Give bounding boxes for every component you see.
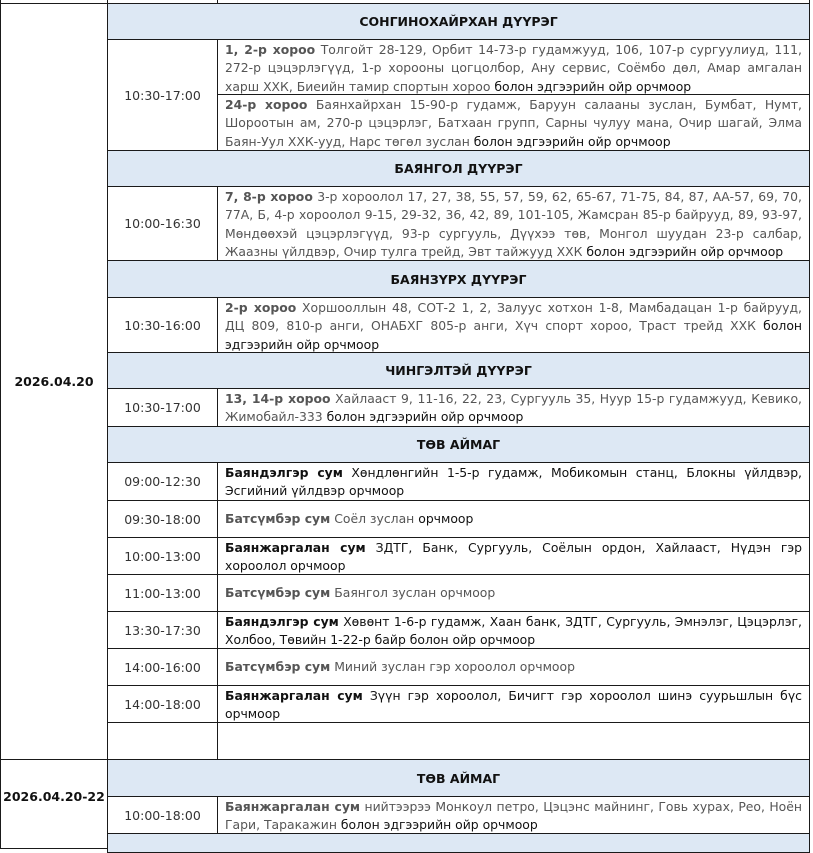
area-description — [217, 537, 810, 575]
time-cell: 10:30-17:00 — [107, 39, 218, 151]
khoroo-name: 24-р хороо — [225, 97, 308, 112]
area-text: Баянгол зуслан орчмоор — [330, 585, 496, 600]
time-cell: 13:30-17:30 — [107, 611, 218, 649]
area-text: Толгойт 28-129, Орбит 14-73-р гудамжууд, 106, 107-р сургуулиуд, 111, 272-р цэцэрлэгүүд, 1-р хорооны цогцолбор, Ану сервис, Соёмбо дөл, Амар амгалан харш ХХК, Биеийн тамир спортын хороо — [225, 42, 802, 94]
sum-name: Баянжаргалан сум — [225, 688, 363, 703]
area-text: Хөвөнт 1-6-р гудамж, Хаан банк, ЗДТГ, Сургууль, Эмнэлэг, Цэцэрлэг, Холбоо, Төвийн 1-22-р байр болон ойр орчмоор — [225, 614, 802, 648]
time-cell: 10:00-16:30 — [107, 186, 218, 261]
time-cell: 09:00-12:30 — [107, 462, 218, 501]
area-description — [217, 388, 810, 427]
province-header: ТӨВ АЙМАГ — [107, 426, 810, 463]
area-description — [217, 462, 810, 501]
area-tail: болон эдгээрийн ойр орчмоор — [494, 78, 692, 94]
empty-desc-cell — [217, 722, 810, 760]
area-text: Соёл зуслан — [330, 511, 419, 526]
time-cell: 10:00-18:00 — [107, 796, 218, 834]
time-cell: 10:30-16:00 — [107, 297, 218, 353]
area-tail: болон эдгээрийн ойр орчмоор — [586, 244, 784, 260]
date-cell: 2026.04.20-22 — [0, 759, 108, 849]
area-description — [217, 500, 810, 538]
area-description — [217, 39, 810, 95]
area-tail: болон эдгээрийн ойр орчмоор — [473, 133, 671, 149]
time-cell: 10:30-17:00 — [107, 388, 218, 427]
area-tail: болон эдгээрийн ойр орчмоор — [326, 409, 524, 425]
date-cell: 2026.04.20 — [0, 3, 108, 760]
sum-name: Батсүмбэр сум — [225, 585, 331, 600]
area-description — [217, 94, 810, 151]
time-cell: 10:00-13:00 — [107, 537, 218, 575]
next-header-partial — [107, 833, 810, 853]
sum-name: Батсүмбэр сум — [225, 511, 331, 526]
time-cell: 14:00-18:00 — [107, 685, 218, 723]
area-tail: болон эдгээрийн ойр орчмоор — [340, 817, 538, 833]
khoroo-name: 2-р хороо — [225, 300, 297, 315]
empty-time-cell — [107, 722, 218, 760]
khoroo-name: 7, 8-р хороо — [225, 189, 313, 204]
province-header: ТӨВ АЙМАГ — [107, 759, 810, 797]
khoroo-name: 13, 14-р хороо — [225, 391, 331, 406]
sum-name: Баяндэлгэр сум — [225, 614, 339, 629]
area-text: 3-р хороолол 17, 27, 38, 55, 57, 59, 62, 65-67, 71-75, 84, 87, АА-57, 69, 70, 77А, Б, 4-р хороолол 9-15, 29-32, 36, 42, 89, 101-105, Жамсран 85-р байрууд, 89, 93-97, Мөндөөхэй цэцэрлэгүүд, 93-р сургууль, Дүүхээ төв, Монгол шуудан 23-р салбар, Жаазны үйлдвэр, Очир тулга трейд, Эвт тайжууд ХХК — [225, 189, 802, 260]
sum-name: Баянжаргалан сум — [225, 799, 361, 814]
time-cell: 09:30-18:00 — [107, 500, 218, 538]
district-header: СОНГИНОХАЙРХАН ДҮҮРЭГ — [107, 3, 810, 40]
area-text: Миний зуслан гэр хороолол орчмоор — [330, 659, 575, 674]
district-header: БАЯНГОЛ ДҮҮРЭГ — [107, 150, 810, 187]
area-description — [217, 186, 810, 261]
district-header: БАЯНЗҮРХ ДҮҮРЭГ — [107, 260, 810, 298]
sum-name: Баянжаргалан сум — [225, 540, 366, 555]
area-description — [217, 648, 810, 686]
district-header: ЧИНГЭЛТЭЙ ДҮҮРЭГ — [107, 352, 810, 389]
khoroo-name: 1, 2-р хороо — [225, 42, 316, 57]
area-tail: болон эдгээрийн ойр орчмоор — [225, 318, 802, 352]
area-text: Баянхайрхан 15-90-р гудамж, Баруун салааны зуслан, Бумбат, Нумт, Шороотын ам, 270-р цэцэрлэг, Батхаан групп, Сарны чулуу мана, Очир шагай, Элма Баян-Уул ХХК-ууд, Нарс төгөл зуслан — [225, 97, 802, 149]
area-description — [217, 685, 810, 723]
area-description — [217, 611, 810, 649]
area-description — [217, 796, 810, 834]
area-text: Зүүн гэр хороолол, Бичигт гэр хороолол шинэ суурьшлын бүс орчмоор — [225, 688, 802, 722]
area-description — [217, 574, 810, 612]
sum-name: Баяндэлгэр сум — [225, 465, 343, 480]
area-text: нийтээрээ Монкоул петро, Цэцэнс майнинг, Говь хурах, Рео, Ноён Гари, Таракажин — [225, 799, 802, 833]
sum-name: Батсүмбэр сум — [225, 659, 331, 674]
area-text: ЗДТГ, Банк, Сургууль, Соёлын ордон, Хайлааст, Нүдэн гэр хороолол орчмоор — [225, 540, 802, 574]
time-cell: 14:00-16:00 — [107, 648, 218, 686]
area-text: Хөндлөнгийн 1-5-р гудамж, Мобикомын станц, Блокны үйлдвэр, Эсгийний үйлдвэр орчмоор — [225, 465, 802, 499]
area-description — [217, 297, 810, 353]
area-text: Хайлааст 9, 11-16, 22, 23, Сургууль 35, Нуур 15-р гудамжууд, Кевико, Жимобайл-333 — [225, 391, 802, 425]
time-cell: 11:00-13:00 — [107, 574, 218, 612]
area-text: Хоршооллын 48, СОТ-2 1, 2, Залуус хотхон 1-8, Мамбадацан 1-р байрууд, ДЦ 809, 810-р анги, ОНАБХГ 805-р анги, Хүч спорт хороо, Траст трейд ХХК — [225, 300, 802, 334]
area-tail: орчмоор — [418, 511, 474, 526]
